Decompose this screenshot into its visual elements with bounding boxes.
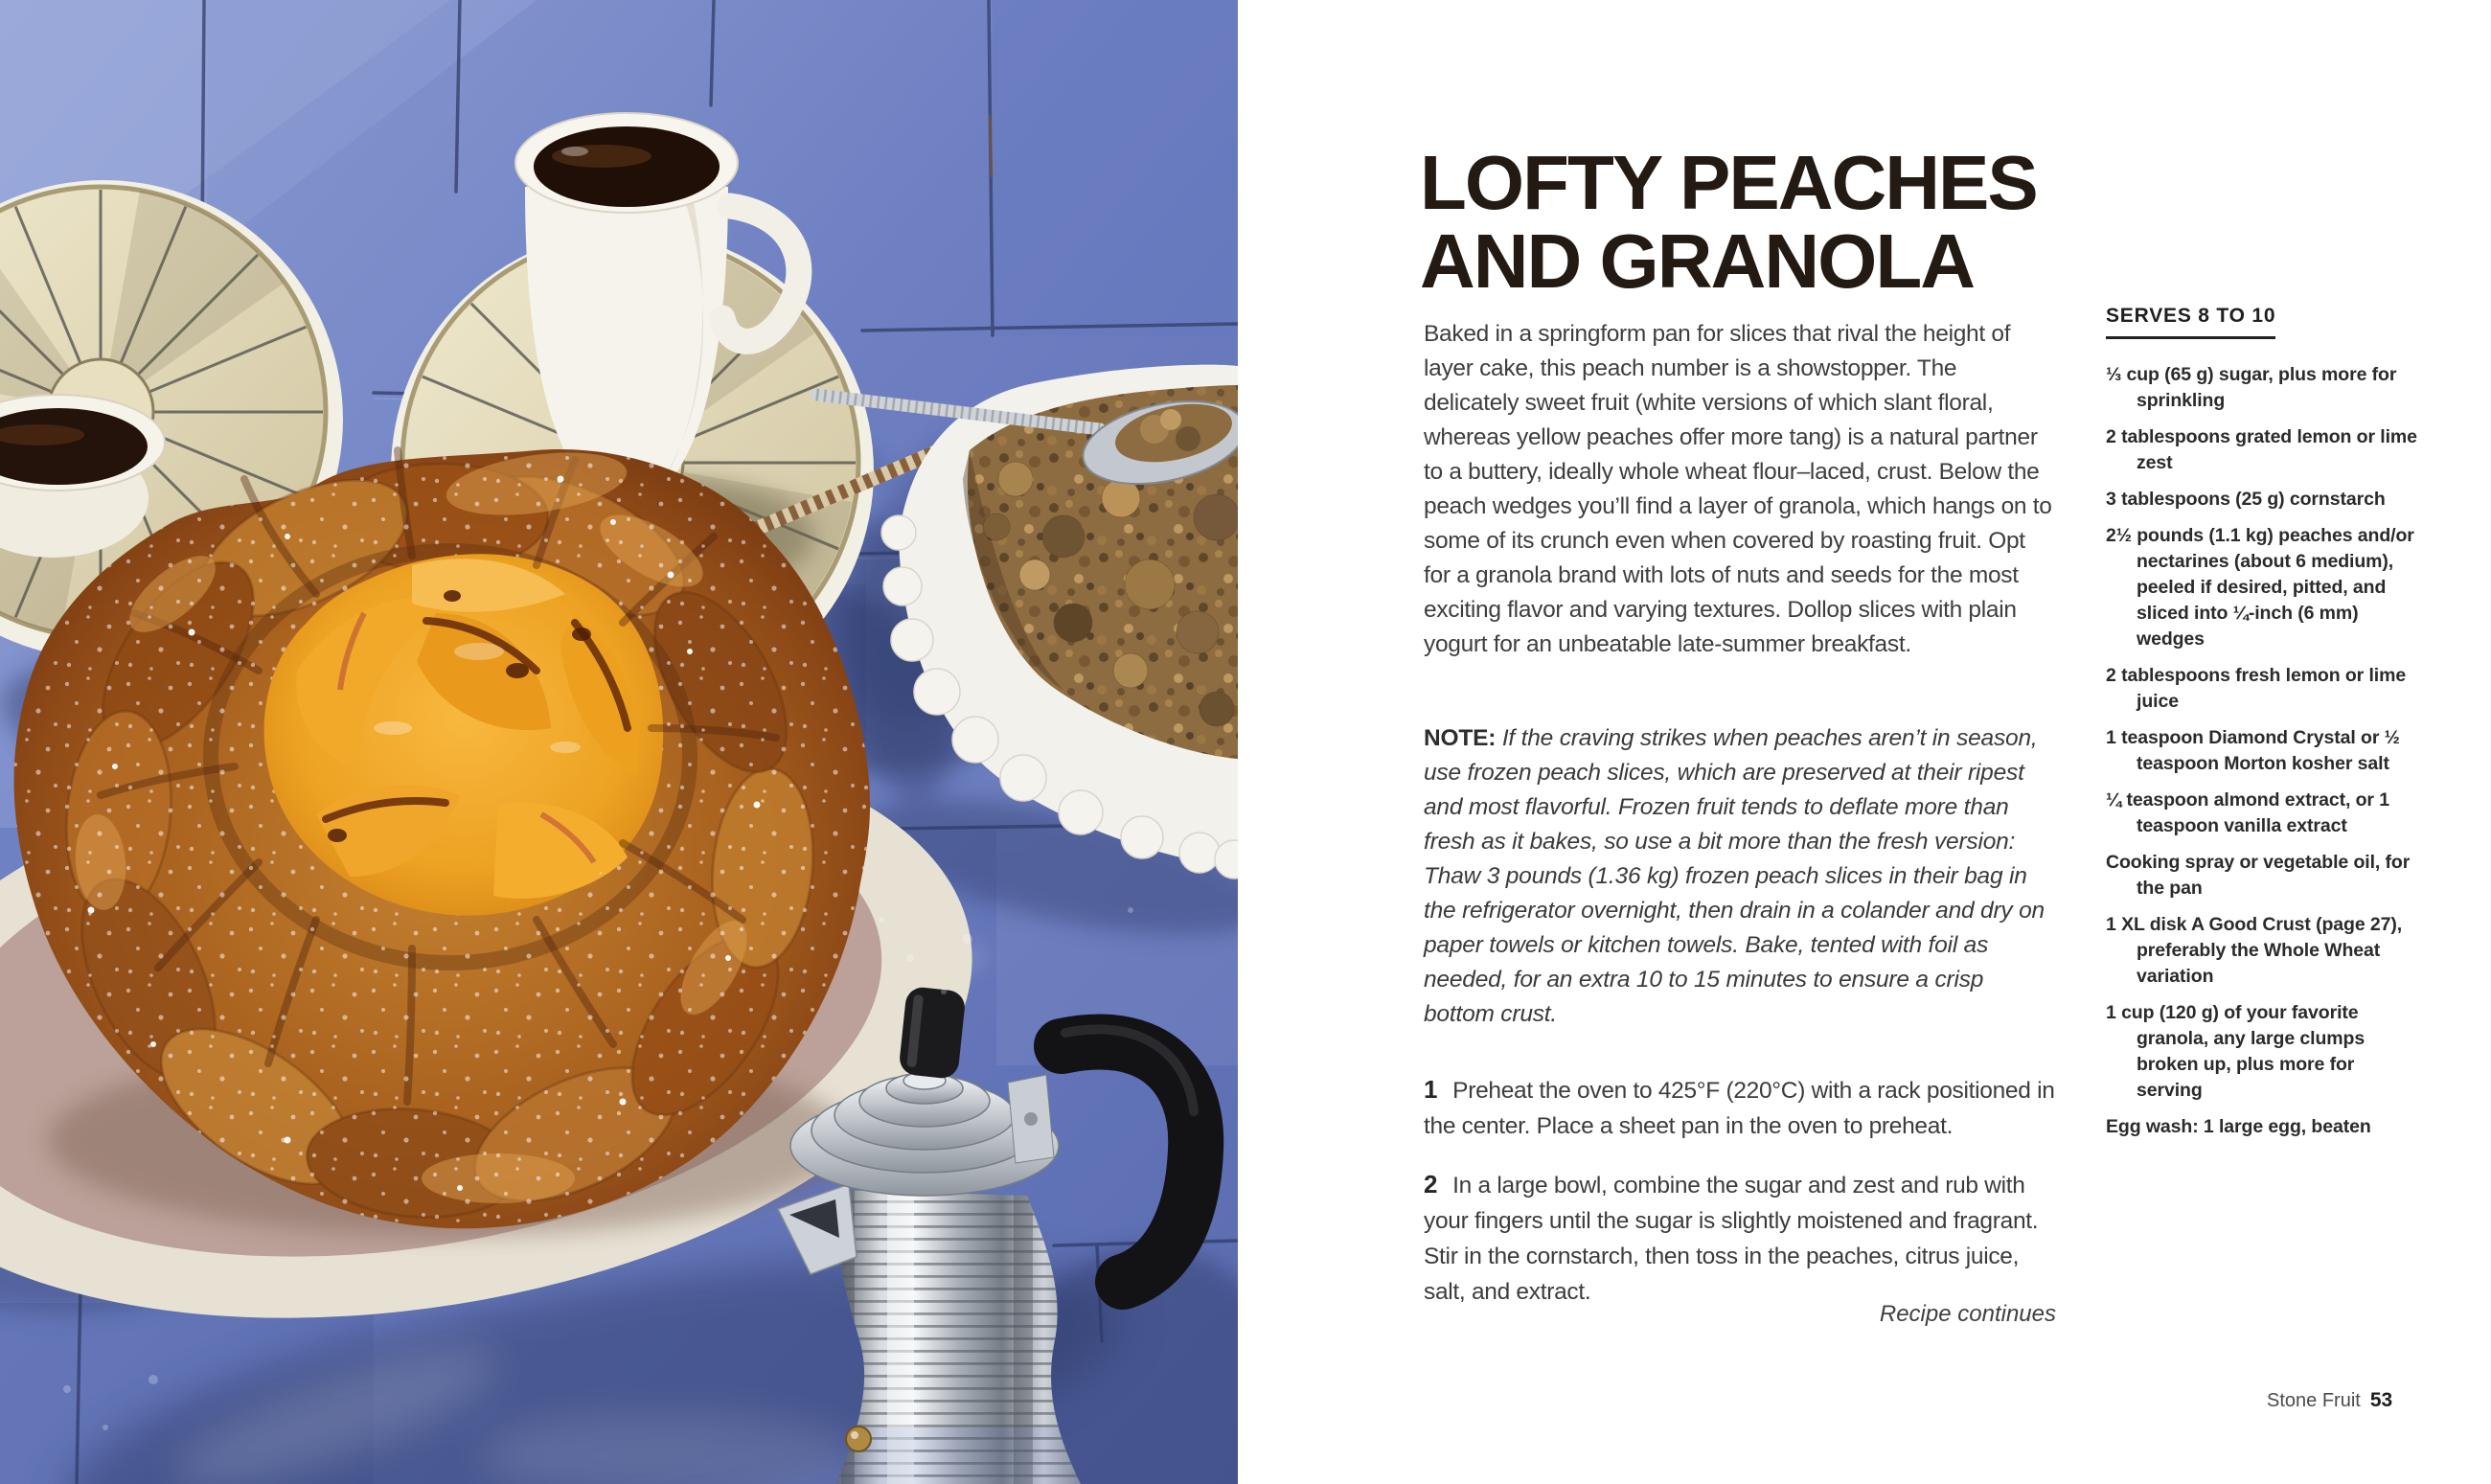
- ingredient-item: 1 cup (120 g) of your favorite granola, any large clumps broken up, plus more for serving: [2106, 1002, 2365, 1101]
- step-2-number: 2: [1424, 1170, 1438, 1199]
- step-2-text: In a large bowl, combine the sugar and zest and rub with your fingers until the sugar is slightly moistened and fragrant. Stir in the cornstarch, then toss in the peaches, citrus juice, salt, and extract.: [1424, 1173, 2039, 1305]
- recipe-photo: [0, 0, 1238, 1484]
- ingredients-list: [2106, 362, 2422, 1140]
- ingredient-item: 2½ pounds (1.1 kg) peaches and/or nectarines (about 6 medium), peeled if desired, pitted, and sliced into ¼-inch (6 mm) wedges: [2106, 525, 2414, 650]
- ingredient-item: 1 XL disk A Good Crust (page 27), preferably the Whole Wheat variation: [2106, 914, 2403, 987]
- ingredient-item: 1 teaspoon Diamond Crystal or ½ teaspoon Morton kosher salt: [2106, 727, 2400, 774]
- brass-valve: [846, 1427, 871, 1451]
- ingredient-item: ¼ teaspoon almond extract, or 1 teaspoon vanilla extract: [2106, 789, 2389, 836]
- page-footer: [2267, 1389, 2392, 1412]
- method-steps: [1424, 1048, 2056, 1334]
- moka-knob: [898, 986, 966, 1080]
- page-title: [1420, 139, 2091, 304]
- step-1: [1424, 1072, 2056, 1144]
- note-paragraph: [1424, 721, 2060, 1032]
- serves-heading: SERVES 8 TO 10: [2106, 305, 2275, 339]
- recipe-photo-art: [0, 0, 1238, 1484]
- ingredient-item: 2 tablespoons fresh lemon or lime juice: [2106, 665, 2407, 712]
- step-1-text: Preheat the oven to 425°F (220°C) with a rack positioned in the center. Place a sheet pan in the oven to preheat.: [1424, 1077, 2055, 1139]
- coffee-middle: [534, 126, 720, 207]
- ingredient-item: Cooking spray or vegetable oil, for the pan: [2106, 852, 2411, 899]
- step-1-number: 1: [1424, 1074, 1438, 1104]
- ingredient-item: 3 tablespoons (25 g) cornstarch: [2106, 489, 2386, 510]
- note-label: NOTE:: [1424, 724, 1497, 751]
- peach-filling: [264, 554, 664, 915]
- step-2: [1424, 1167, 2056, 1310]
- footer-section: Stone Fruit: [2267, 1390, 2361, 1411]
- note-text: If the craving strikes when peaches aren’t in season, use frozen peach slices, which are preserved at their ripest and most flavorful. Frozen fruit tends to deflate more than fresh as it bakes, so use a bit more than the fresh version: Thaw 3 pounds (1.36 kg) frozen peach slices in their bag in the refrigerator overnight, then drain in a colander and dry on paper towels or kitchen towels. Bake, tented with foil as needed, for an extra 10 to 15 minutes to ensure a crisp bottom crust.: [1424, 724, 2045, 1027]
- ingredient-item: 2 tablespoons grated lemon or lime zest: [2106, 426, 2417, 473]
- intro-paragraph: Baked in a springform pan for slices that rival the height of layer cake, this peach number is a showstopper. The delicately sweet fruit (white versions of which slant floral, whereas yellow peaches offer more tang) is a natural partner to a buttery, ideally whole wheat flour–laced, crust. Below the peach wedges you’ll find a layer of granola, which hangs on to some of its crunch even when covered by roasting fruit. Opt for a granola brand with lots of nuts and seeds for the most exciting flavor and varying textures. Dollop slices with plain yogurt for an unbeatable late-summer breakfast.: [1424, 320, 2052, 657]
- title-line-1: LOFTY PEACHES: [1420, 139, 2037, 225]
- recipe-continues-note: Recipe continues: [1879, 1301, 2056, 1327]
- ingredient-item: Egg wash: 1 large egg, beaten: [2106, 1116, 2371, 1137]
- ingredients-column: [2106, 305, 2422, 1151]
- ingredient-item: ⅓ cup (65 g) sugar, plus more for sprinkling: [2106, 364, 2397, 411]
- footer-page-number: 53: [2369, 1389, 2393, 1411]
- title-line-2: AND GRANOLA: [1420, 217, 1974, 304]
